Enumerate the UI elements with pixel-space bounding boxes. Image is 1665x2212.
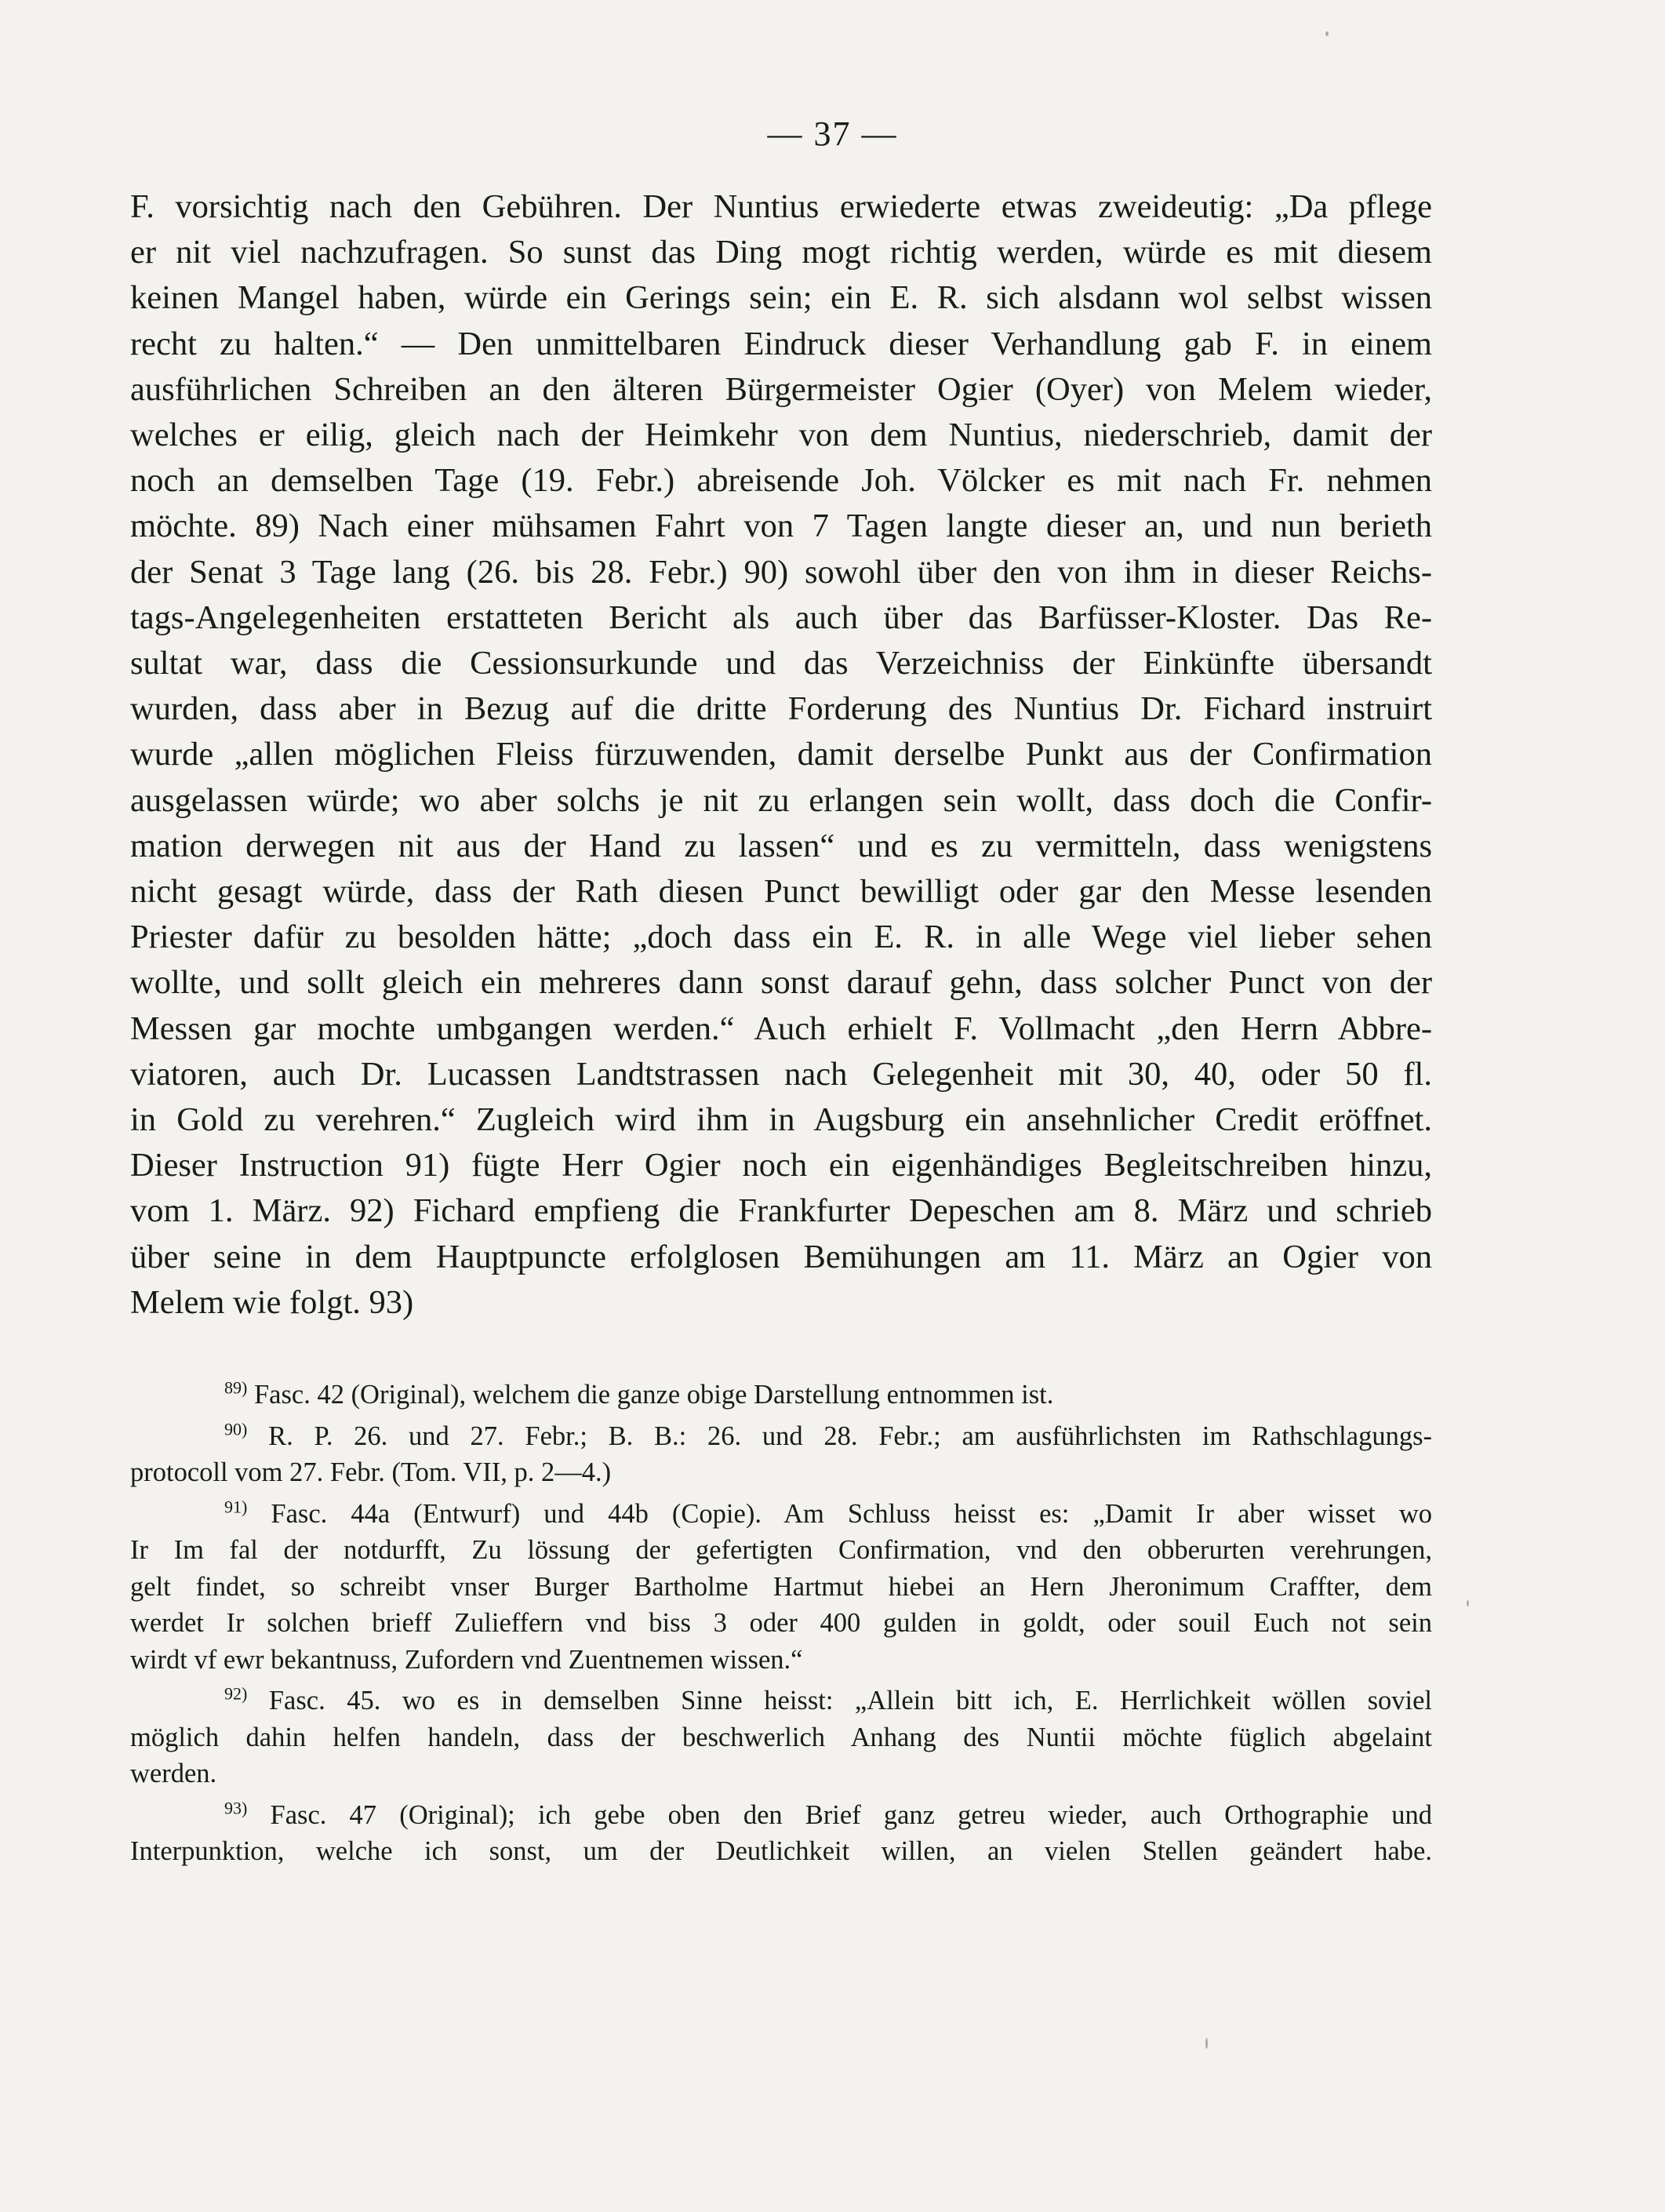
- footnote-line: $^{92)}$ Fasc. 45. wo es in demselben Sinne heisst: „Allein bitt ich, E. Herrlichkeit wöllen soviel: [224, 1683, 1432, 1715]
- footnote-line: gelt findet, so schreibt vnser Burger Bartholme Hartmut hiebei an Hern Jheronimum Craffter, dem: [130, 1571, 1432, 1602]
- main-text: [130, 184, 1432, 1326]
- text-line: wollte, und sollt gleich ein mehreres dann sonst darauf gehn, dass solcher Punct von der: [130, 964, 1432, 1002]
- text-line: Messen gar mochte umbgangen werden.“ Auch erhielt F. Vollmacht „den Herrn Abbre-: [130, 1010, 1432, 1047]
- text-line: über seine in dem Hauptpuncte erfolglosen Bemühungen am 11. März an Ogier von: [130, 1238, 1432, 1275]
- text-line: keinen Mangel haben, würde ein Gerings sein; ein E. R. sich alsdann wol selbst wissen: [130, 279, 1432, 317]
- text-line: tags-Angelegenheiten erstatteten Bericht als auch über das Barfüsser-Kloster. Das Re-: [130, 598, 1432, 636]
- footnote-89: [130, 1377, 1432, 1413]
- text-line: in Gold zu verehren.“ Zugleich wird ihm in Augsburg ein ansehnlicher Credit eröffnet.: [130, 1101, 1432, 1139]
- paragraph: [130, 184, 1432, 1326]
- footnote-line: werden.: [130, 1759, 217, 1788]
- footnote-line: Ir Im fal der notdurfft, Zu lössung der gefertigten Confirmation, vnd den obberurten verehrungen,: [130, 1535, 1432, 1565]
- text-line: F. vorsichtig nach den Gebühren. Der Nuntius erwiederte etwas zweideutig: „Da pflege: [130, 188, 1432, 225]
- footnote-line: wirdt vf ewr bekantnuss, Zufordern vnd Zuentnemen wissen.“: [130, 1644, 803, 1675]
- text-line: Dieser Instruction 91) fügte Herr Ogier noch ein eigenhändiges Begleitschreiben hinzu,: [130, 1147, 1432, 1184]
- footnote-mark: 90): [224, 1419, 248, 1439]
- text-line: recht zu halten.“ — Den unmittelbaren Eindruck dieser Verhandlung gab F. in einem: [130, 325, 1432, 362]
- footnote-line: $^{89)}$ Fasc. 42 (Original), welchem die ganze obige Darstellung entnommen ist.: [224, 1377, 1054, 1410]
- footnote-93: [130, 1797, 1432, 1870]
- text-line: ausgelassen würde; wo aber solchs je nit zu erlangen sein wollt, dass doch die Confir-: [130, 781, 1432, 819]
- paper-speck: [1467, 1600, 1469, 1606]
- text-line: vom 1. März. 92) Fichard empfieng die Frankfurter Depeschen am 8. März und schrieb: [130, 1192, 1432, 1230]
- footnote-line: Interpunktion, welche ich sonst, um der Deutlichkeit willen, an vielen Stellen geändert habe.: [130, 1836, 1432, 1866]
- text-line: der Senat 3 Tage lang (26. bis 28. Febr.) 90) sowohl über den von ihm in dieser Reichs-: [130, 553, 1432, 591]
- footnote-line: protocoll vom 27. Febr. (Tom. VII, p. 2—4.): [130, 1457, 612, 1487]
- paper-speck: [1325, 31, 1329, 36]
- footnote-mark: 93): [224, 1798, 248, 1817]
- text-line: viatoren, auch Dr. Lucassen Landtstrassen nach Gelegenheit mit 30, 40, oder 50 fl.: [130, 1055, 1432, 1093]
- text-line: Priester dafür zu besolden hätte; „doch dass ein E. R. in alle Wege viel lieber sehen: [130, 919, 1432, 956]
- footnote-line: möglich dahin helfen handeln, dass der beschwerlich Anhang des Nuntii möchte füglich abgelaint: [130, 1722, 1432, 1752]
- footnote-91: [130, 1496, 1432, 1679]
- page-number: — 37 —: [767, 115, 898, 153]
- text-line: er nit viel nachzufragen. So sunst das Ding mogt richtig werden, würde es mit diesem: [130, 234, 1432, 271]
- text-line: noch an demselben Tage (19. Febr.) abreisende Joh. Völcker es mit nach Fr. nehmen: [130, 462, 1432, 500]
- paper-speck: [1205, 2038, 1208, 2049]
- footnote-line: $^{90)}$ R. P. 26. und 27. Febr.; B. B.: 26. und 28. Febr.; am ausführlichsten im Rathschlagungs-: [224, 1419, 1432, 1451]
- text-line: ausführlichen Schreiben an den älteren Bürgermeister Ogier (Oyer) von Melem wieder,: [130, 370, 1432, 408]
- text-line: wurden, dass aber in Bezug auf die dritte Forderung des Nuntius Dr. Fichard instruirt: [130, 690, 1432, 728]
- footnote-line: werdet Ir solchen brieff Zulieffern vnd biss 3 oder 400 gulden in goldt, oder souil Euch not sein: [130, 1608, 1432, 1638]
- text-line: Melem wie folgt. 93): [130, 1283, 414, 1321]
- text-line: möchte. 89) Nach einer mühsamen Fahrt von 7 Tagen langte dieser an, und nun berieth: [130, 508, 1432, 545]
- text-line: welches er eilig, gleich nach der Heimkehr von dem Nuntius, niederschrieb, damit der: [130, 417, 1432, 454]
- text-line: mation derwegen nit aus der Hand zu lassen“ und es zu vermitteln, dass wenigstens: [130, 827, 1432, 864]
- footnote-90: [130, 1418, 1432, 1491]
- footnote-line: $^{91)}$ Fasc. 44a (Entwurf) und 44b (Copie). Am Schluss heisst es: „Damit Ir aber wisset wo: [224, 1497, 1433, 1529]
- footnote-mark: 92): [224, 1683, 248, 1704]
- footnote-mark: 91): [224, 1497, 248, 1516]
- footnotes: [130, 1377, 1432, 1875]
- text-line: nicht gesagt würde, dass der Rath diesen Punct bewilligt oder gar den Messe lesenden: [130, 873, 1432, 911]
- text-line: wurde „allen möglichen Fleiss fürzuwenden, damit derselbe Punkt aus der Confirmation: [130, 736, 1432, 773]
- footnote-mark: 89): [224, 1377, 248, 1398]
- footnote-line: $^{93)}$ Fasc. 47 (Original); ich gebe oben den Brief ganz getreu wieder, auch Orthographie und: [224, 1798, 1433, 1830]
- footnote-92: [130, 1683, 1432, 1792]
- text-line: sultat war, dass die Cessionsurkunde und das Verzeichniss der Einkünfte übersandt: [130, 645, 1432, 682]
